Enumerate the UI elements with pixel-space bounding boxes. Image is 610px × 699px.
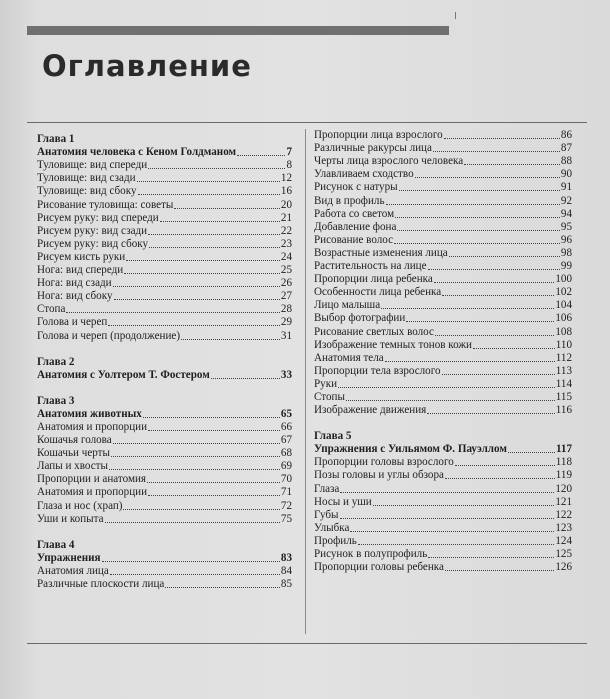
dot-leader [111,456,280,457]
dot-leader [138,194,280,195]
entry-title: Упражнения с Уильямом Ф. Пауэллом [314,443,507,456]
dot-leader [415,177,560,178]
toc-chapter-entry [37,369,292,382]
page-number: 25 [280,264,292,277]
dot-leader [385,361,555,362]
page-number: 20 [280,198,292,211]
entry-title: Выбор фотографии [314,312,406,325]
dot-leader [381,308,554,309]
entry-title: Анатомия животных [37,407,142,420]
toc-entry [37,303,292,316]
page-number: 96 [560,233,572,246]
dot-leader [165,587,280,588]
entry-title: Возрастные изменения лица [314,246,448,259]
entry-title: Черты лица взрослого человека [314,155,464,168]
toc-entry [314,378,572,391]
entry-title: Анатомия и пропорции [37,420,148,433]
page-number: 23 [280,237,292,250]
toc-chapter-entry [314,443,572,456]
entry-title: Рисование светлых волос [314,325,434,338]
page-number: 87 [560,142,572,155]
entry-title: Анатомия тела [314,351,384,364]
dot-leader [358,544,555,545]
toc-entry [314,260,572,273]
page-number: 100 [555,273,572,286]
page-title: Оглавление [42,49,252,83]
toc-entry [37,185,292,198]
page-number: 29 [280,316,292,329]
dot-leader [149,247,280,248]
entry-title: Глаза [314,482,340,495]
toc-entry [37,329,292,342]
entry-title: Пропорции головы взрослого [314,456,454,469]
toc-entry [37,277,292,290]
page-number: 65 [280,407,292,420]
entry-title: Рисуем руку: вид спереди [37,211,159,224]
dot-leader [428,557,554,558]
page-number: 117 [555,443,572,456]
toc-entry [314,299,572,312]
page-number: 124 [555,534,572,547]
toc-entry [37,421,292,434]
page-number: 27 [280,290,292,303]
toc-entry [314,142,572,155]
entry-title: Рисуем кисть руки [37,250,126,263]
toc-entry [37,238,292,251]
toc-entry [314,509,572,522]
page-number: 28 [280,303,292,316]
page-number: 66 [280,420,292,433]
dot-leader [123,509,279,510]
page-number: 91 [560,181,572,194]
chapter-heading: Глава 4 [37,538,75,551]
page-number: 110 [555,338,572,351]
toc-entry [37,513,292,526]
toc-chapter-entry [37,552,292,565]
entry-title: Пропорции лица взрослого [314,129,443,142]
dot-leader [174,208,280,209]
entry-title: Работа со светом [314,207,395,220]
page-number: 88 [560,155,572,168]
header-rule [27,26,449,35]
toc-entry [314,391,572,404]
entry-title: Изображение темных тонов кожи [314,338,472,351]
toc-entry [314,221,572,234]
page-number: 31 [280,329,292,342]
dot-leader [338,387,555,388]
dot-leader [113,443,280,444]
page-number: 95 [560,220,572,233]
page-number: 104 [555,299,572,312]
dot-leader [113,286,280,287]
dot-leader [102,561,280,562]
page-number: 83 [280,551,292,564]
chapter-heading: Глава 2 [37,355,75,368]
dot-leader [143,417,280,418]
entry-title: Пропорции тела взрослого [314,364,441,377]
entry-title: Различные плоскости лица [37,578,165,590]
page-number: 84 [280,564,292,577]
dot-leader [445,570,554,571]
toc-entry [314,352,572,365]
chapter-heading: Глава 5 [314,430,352,443]
page-number: 99 [560,260,572,273]
entry-title: Пропорции и анатомия [37,473,147,486]
dot-leader [124,273,280,274]
entry-title: Позы головы и углы обзора [314,469,444,482]
toc-entry [37,578,292,591]
section-spacer [37,343,292,356]
dot-leader [137,181,280,182]
page-number: 92 [560,194,572,207]
dot-leader [350,531,554,532]
entry-title: Анатомия человека с Кеном Голдманом [37,146,237,159]
toc-left-column [37,133,292,591]
dot-leader [394,243,560,244]
dot-leader [442,295,554,296]
toc-entry [314,312,572,325]
entry-title: Рисуем руку: вид сзади [37,224,148,237]
entry-title: Рисование волос [314,233,394,246]
entry-title: Туловище: вид сбоку [37,185,137,198]
page-number: 90 [560,168,572,181]
toc-entry [314,548,572,561]
toc-entry [37,251,292,264]
page-number: 118 [555,456,572,469]
page-number: 126 [555,561,572,574]
entry-title: Анатомия с Уолтером Т. Фостером [37,368,210,381]
toc-entry [37,499,292,512]
page-number: 112 [555,351,572,364]
page-number: 106 [555,312,572,325]
entry-title: Упражнения [37,551,101,564]
entry-title: Голова и череп (продолжение) [37,329,181,342]
dot-leader [148,430,280,431]
dot-leader [427,413,555,414]
page-number: 69 [280,460,292,473]
dot-leader [126,260,280,261]
dot-leader [386,204,560,205]
entry-title: Кошачьи черты [37,447,110,460]
dot-leader [445,478,555,479]
toc-chapter-entry [37,146,292,159]
page-number: 113 [555,364,572,377]
page-number: 68 [280,447,292,460]
dot-leader [340,518,555,519]
toc-entry [37,473,292,486]
toc-entry [314,339,572,352]
entry-title: Уши и копыта [37,512,104,525]
dot-leader [444,138,560,139]
toc-entry [314,482,572,495]
dot-leader [508,452,555,453]
dot-leader [464,164,560,165]
entry-title: Туловище: вид сзади [37,172,136,185]
page-number: 115 [555,390,572,403]
page-mark [455,12,456,19]
dot-leader [181,339,280,340]
chapter-heading: Глава 1 [37,133,75,145]
entry-title: Рисунок с натуры [314,181,398,194]
dot-leader [449,256,560,257]
dot-leader [346,400,555,401]
dot-leader [455,465,555,466]
page-number: 75 [280,512,292,525]
toc-chapter-entry [37,408,292,421]
toc-entry [314,365,572,378]
toc-right-column [314,129,572,574]
entry-title: Растительность на лице [314,260,427,273]
toc-entry [314,208,572,221]
toc-entry [314,456,572,469]
toc-entry [314,404,572,417]
dot-leader [373,505,555,506]
dot-leader [395,217,560,218]
toc-entry [314,247,572,260]
entry-title: Лицо малыша [314,299,381,312]
page-number: 85 [280,578,292,590]
toc-entry [314,155,572,168]
dot-leader [109,469,280,470]
section-spacer [37,382,292,395]
entry-title: Нога: вид сзади [37,277,112,290]
entry-title: Улыбка [314,521,350,534]
entry-title: Носы и уши [314,495,372,508]
entry-title: Лапы и хвосты [37,460,108,473]
entry-title: Вид в профиль [314,194,385,207]
dot-leader [114,299,280,300]
entry-title: Изображение движения [314,404,427,417]
entry-title: Стопы [314,390,345,403]
entry-title: Пропорции лица ребенка [314,273,433,286]
chapter-heading: Глава 3 [37,394,75,407]
toc-entry [314,194,572,207]
toc-entry [314,286,572,299]
page-number: 125 [555,548,572,560]
section-spacer [314,417,572,430]
page-number: 94 [560,207,572,220]
page-number: 116 [555,404,572,417]
page-number: 121 [555,495,572,508]
dot-leader [148,168,285,169]
entry-title: Туловище: вид спереди [37,159,148,172]
page-number: 26 [280,277,292,290]
dot-leader [435,335,554,336]
toc-entry [37,434,292,447]
toc-entry [314,561,572,574]
page-number: 122 [555,508,572,521]
toc-entry [314,168,572,181]
entry-title: Анатомия лица [37,564,109,577]
dot-leader [147,482,280,483]
toc-entry [37,290,292,303]
toc-entry [314,469,572,482]
entry-title: Голова и череп [37,316,108,329]
dot-leader [160,221,280,222]
page-number: 119 [555,469,572,482]
page-number: 12 [280,172,292,185]
page-number: 102 [555,286,572,299]
toc-entry [314,496,572,509]
entry-title: Рисование туловища: советы [37,198,174,211]
page-number: 123 [555,521,572,534]
page-number: 98 [560,246,572,259]
dot-leader [397,230,560,231]
toc-entry [37,172,292,185]
toc-entry [314,273,572,286]
toc-entry [314,522,572,535]
entry-title: Особенности лица ребенка [314,286,442,299]
page-number: 7 [286,146,292,159]
dot-leader [211,378,280,379]
page-number: 70 [280,473,292,486]
entry-title: Стопа [37,303,66,316]
toc-entry [37,565,292,578]
toc-entry [37,447,292,460]
toc-entry [37,316,292,329]
entry-title: Пропорции головы ребенка [314,561,444,574]
dot-leader [237,155,285,156]
entry-title: Рисунок в полупрофиль [314,548,428,560]
page-number: 114 [555,377,572,390]
page-number: 21 [280,211,292,224]
page-number: 22 [280,224,292,237]
entry-title: Губы [314,508,339,521]
dot-leader [442,374,555,375]
toc-entry [314,234,572,247]
dot-leader [340,492,554,493]
dot-leader [66,312,280,313]
dot-leader [428,269,560,270]
page-number: 67 [280,434,292,447]
toc-entry [37,212,292,225]
dot-leader [148,234,280,235]
toc-entry [37,159,292,172]
entry-title: Профиль [314,534,357,547]
dot-leader [108,325,280,326]
dot-leader [399,190,560,191]
dot-leader [148,495,280,496]
entry-title: Нога: вид сбоку [37,290,113,303]
toc-entry [37,198,292,211]
entry-title: Добавление фона [314,220,397,233]
page-number: 72 [280,499,292,512]
page-number: 8 [286,159,292,172]
toc-entry [314,535,572,548]
toc-entry [314,181,572,194]
entry-title: Улавливаем сходство [314,168,414,181]
section-spacer [37,526,292,539]
toc-entry [37,460,292,473]
page-number: 86 [560,129,572,142]
dot-leader [406,321,554,322]
dot-leader [105,522,280,523]
entry-title: Глаза и нос (храп) [37,499,123,512]
toc-entry [37,264,292,277]
toc-entry [37,486,292,499]
page-number: 33 [280,368,292,381]
entry-title: Кошачья голова [37,434,112,447]
dot-leader [433,151,560,152]
page-number: 108 [555,325,572,338]
toc-entry [37,225,292,238]
column-divider [305,129,306,634]
toc-entry [314,129,572,142]
entry-title: Рисуем руку: вид сбоку [37,237,149,250]
dot-leader [434,282,555,283]
entry-title: Руки [314,377,338,390]
page-number: 71 [280,486,292,499]
dot-leader [110,574,280,575]
page-number: 24 [280,250,292,263]
dot-leader [473,348,555,349]
page-number: 120 [555,482,572,495]
page-number: 16 [280,185,292,198]
entry-title: Анатомия и пропорции [37,486,148,499]
entry-title: Нога: вид спереди [37,264,124,277]
toc-entry [314,325,572,338]
entry-title: Различные ракурсы лица [314,142,432,155]
